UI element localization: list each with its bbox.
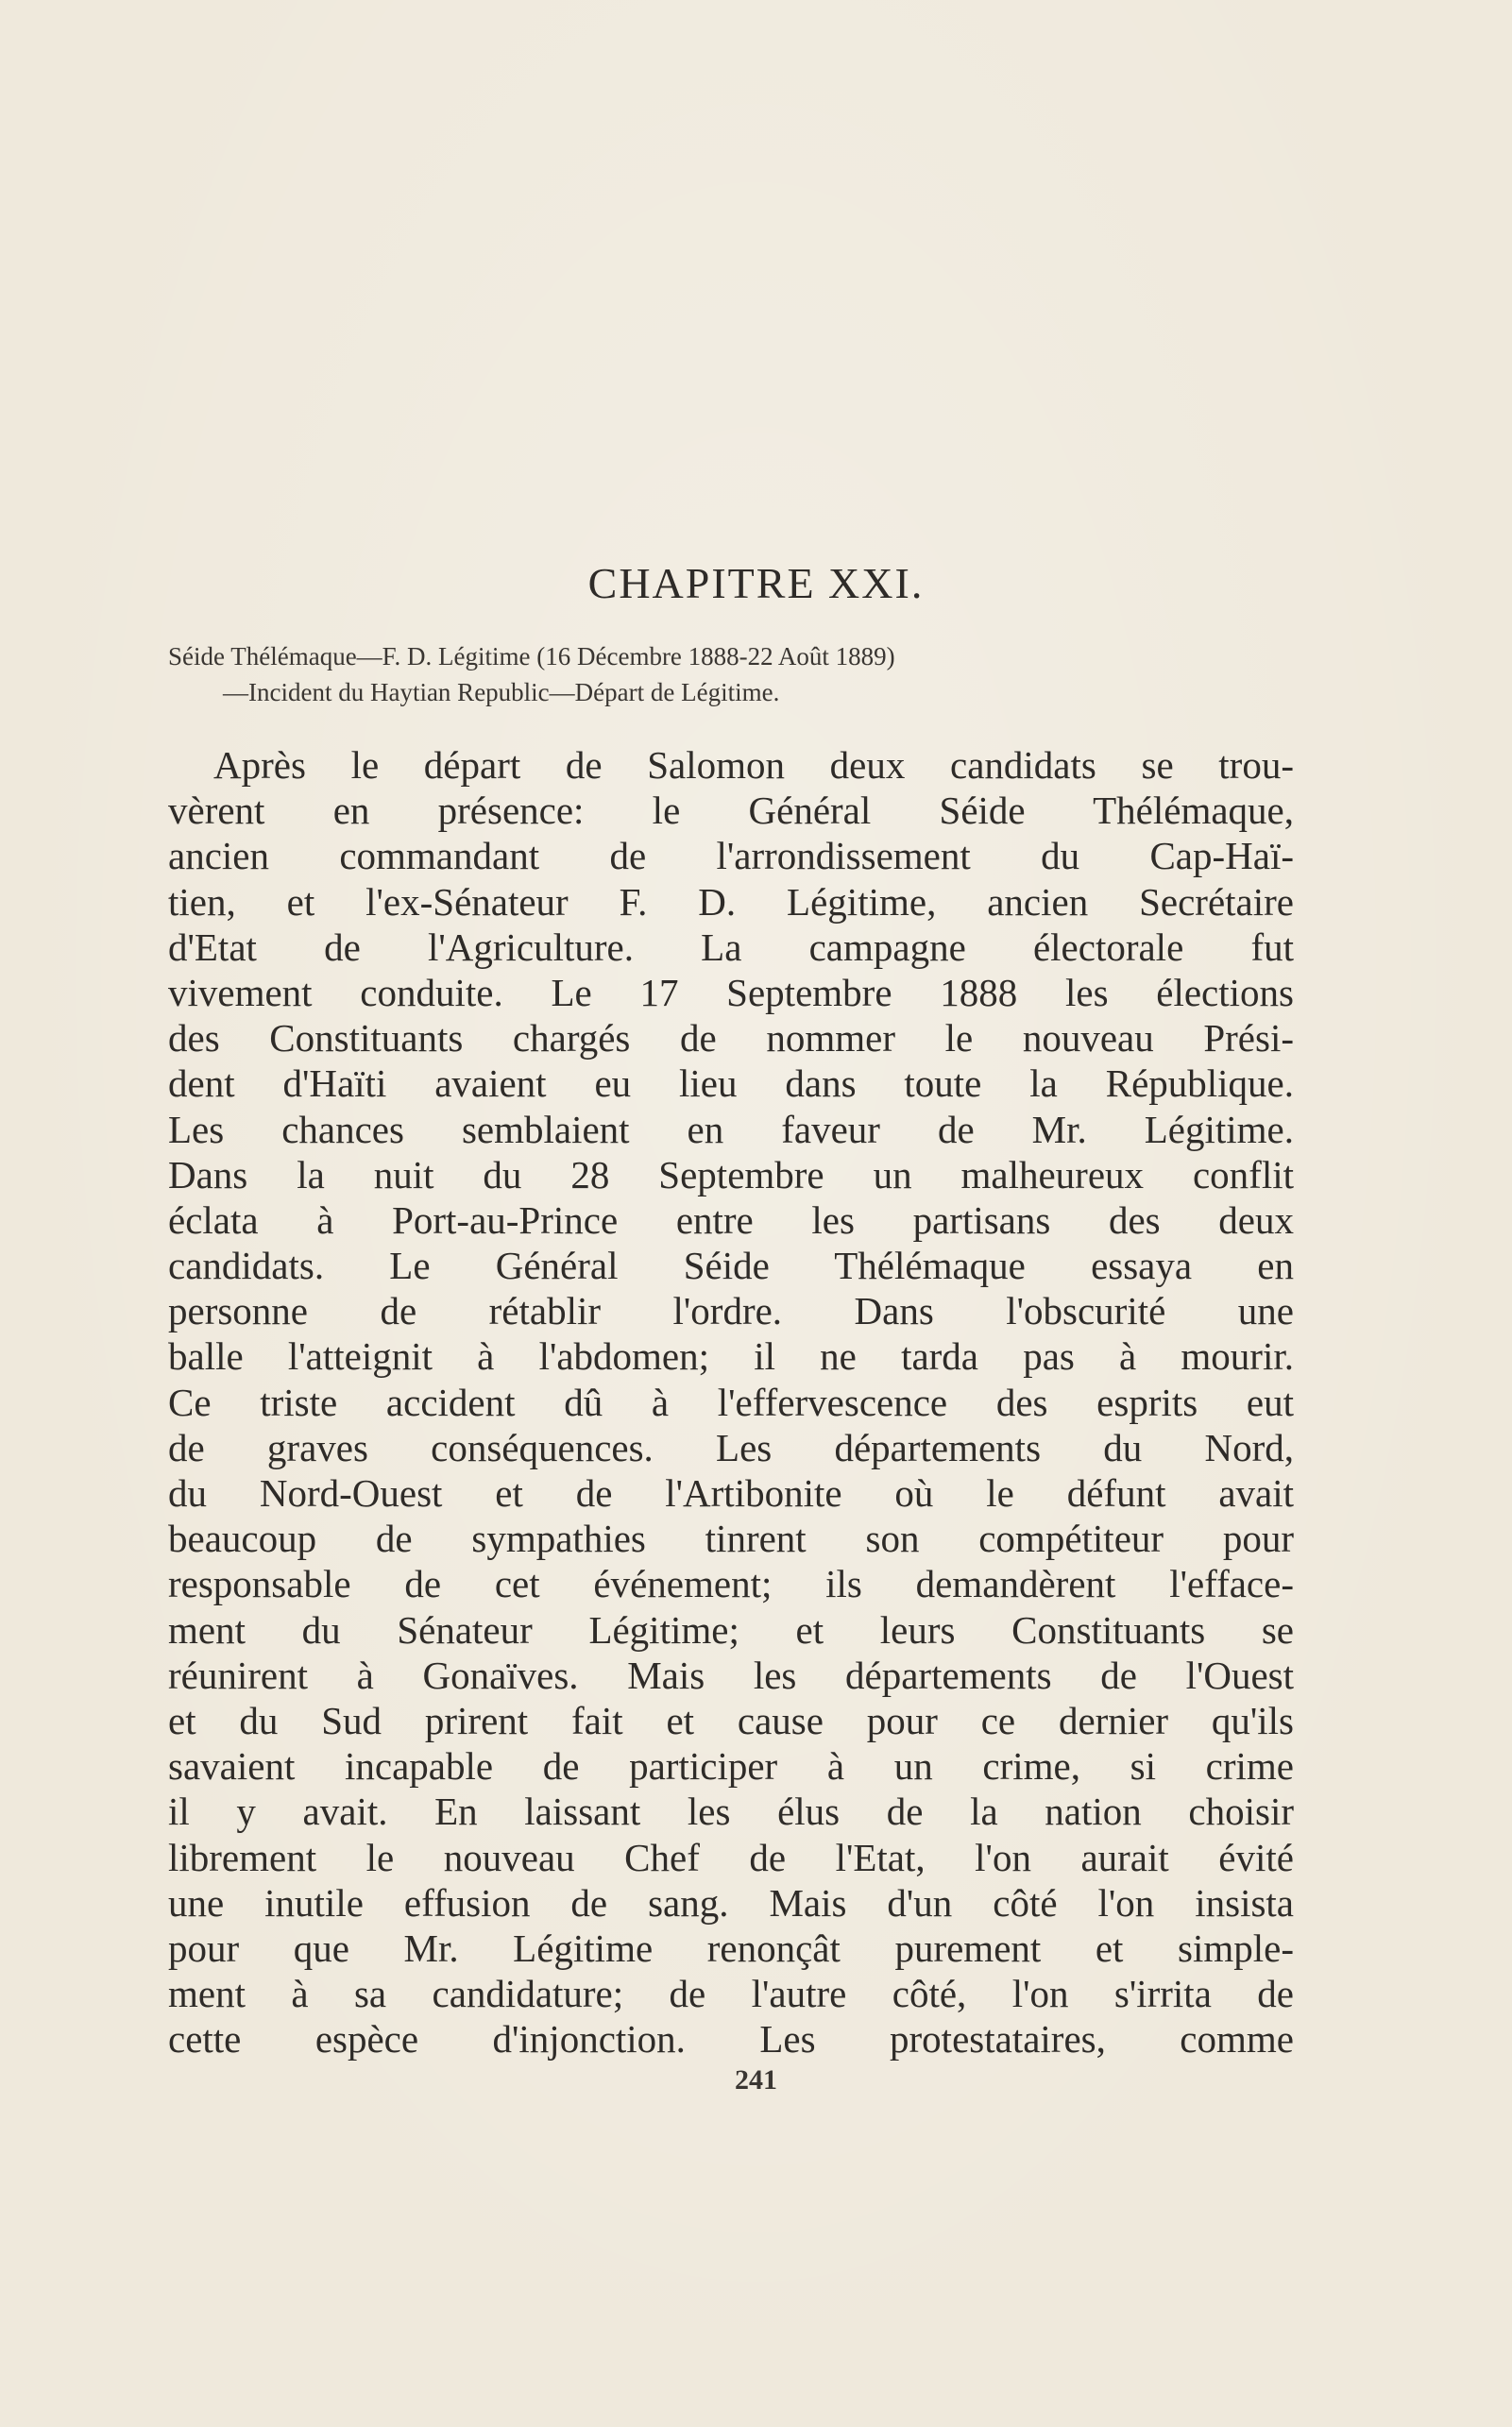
text-line: Ce triste accident dû à l'effervescence des esprits eut xyxy=(168,1380,1294,1424)
text-line: cette espèce d'injonction. Les protestataires, comme xyxy=(168,2017,1294,2062)
chapter-summary-line-1: Séide Thélémaque—F. D. Légitime (16 Décembre 1888-22 Août 1889) xyxy=(168,642,895,670)
text-line: ancien commandant de l'arrondissement du Cap-Haï- xyxy=(168,834,1294,878)
chapter-title: CHAPITRE XXI. xyxy=(587,559,925,607)
text-line: d'Etat de l'Agriculture. La campagne électorale fut xyxy=(168,925,1294,969)
text-line: réunirent à Gonaïves. Mais les départements de l'Ouest xyxy=(168,1653,1294,1697)
text-line: tien, et l'ex-Sénateur F. D. Légitime, ancien Secrétaire xyxy=(168,879,1294,924)
text-line: dent d'Haïti avaient eu lieu dans toute la République. xyxy=(168,1061,1294,1106)
page-number: 241 xyxy=(735,2064,777,2096)
text-line: des Constituants chargés de nommer le nouveau Prési- xyxy=(168,1016,1294,1061)
text-line: vèrent en présence: le Général Séide Thélémaque, xyxy=(168,789,1294,833)
text-line: il y avait. En laissant les élus de la nation choisir xyxy=(168,1790,1294,1834)
text-line: du Nord-Ouest et de l'Artibonite où le défunt avait xyxy=(168,1471,1294,1515)
text-line: personne de rétablir l'ordre. Dans l'obscurité une xyxy=(168,1289,1294,1333)
text-line: librement le nouveau Chef de l'Etat, l'on aurait évité xyxy=(168,1835,1294,1879)
text-line: Après le départ de Salomon deux candidats se trou- xyxy=(213,743,1294,787)
text-line: balle l'atteignit à l'abdomen; il ne tarda pas à mourir. xyxy=(168,1334,1294,1379)
text-line: une inutile effusion de sang. Mais d'un côté l'on insista xyxy=(168,1880,1294,1925)
text-line: Dans la nuit du 28 Septembre un malheureux conflit xyxy=(168,1152,1294,1197)
text-line: de graves conséquences. Les départements du Nord, xyxy=(168,1425,1294,1469)
text-line: Les chances semblaient en faveur de Mr. Légitime. xyxy=(168,1107,1294,1151)
text-line: pour que Mr. Légitime renonçât purement et simple- xyxy=(168,1926,1294,1970)
text-line: responsable de cet événement; ils demandèrent l'efface- xyxy=(168,1562,1294,1606)
chapter-summary-line-2: —Incident du Haytian Republic—Départ de Légitime. xyxy=(223,678,780,706)
text-line: beaucoup de sympathies tinrent son compétiteur pour xyxy=(168,1517,1294,1561)
text-line: et du Sud prirent fait et cause pour ce dernier qu'ils xyxy=(168,1698,1294,1742)
text-line: éclata à Port-au-Prince entre les partisans des deux xyxy=(168,1197,1294,1242)
text-line: savaient incapable de participer à un crime, si crime xyxy=(168,1744,1294,1789)
body-paragraph xyxy=(168,742,1294,2062)
text-line: vivement conduite. Le 17 Septembre 1888 les élections xyxy=(168,970,1294,1014)
text-line: ment du Sénateur Légitime; et leurs Constituants se xyxy=(168,1607,1294,1652)
text-line: candidats. Le Général Séide Thélémaque essaya en xyxy=(168,1244,1294,1288)
text-line: ment à sa candidature; de l'autre côté, l'on s'irrita de xyxy=(168,1972,1294,2016)
